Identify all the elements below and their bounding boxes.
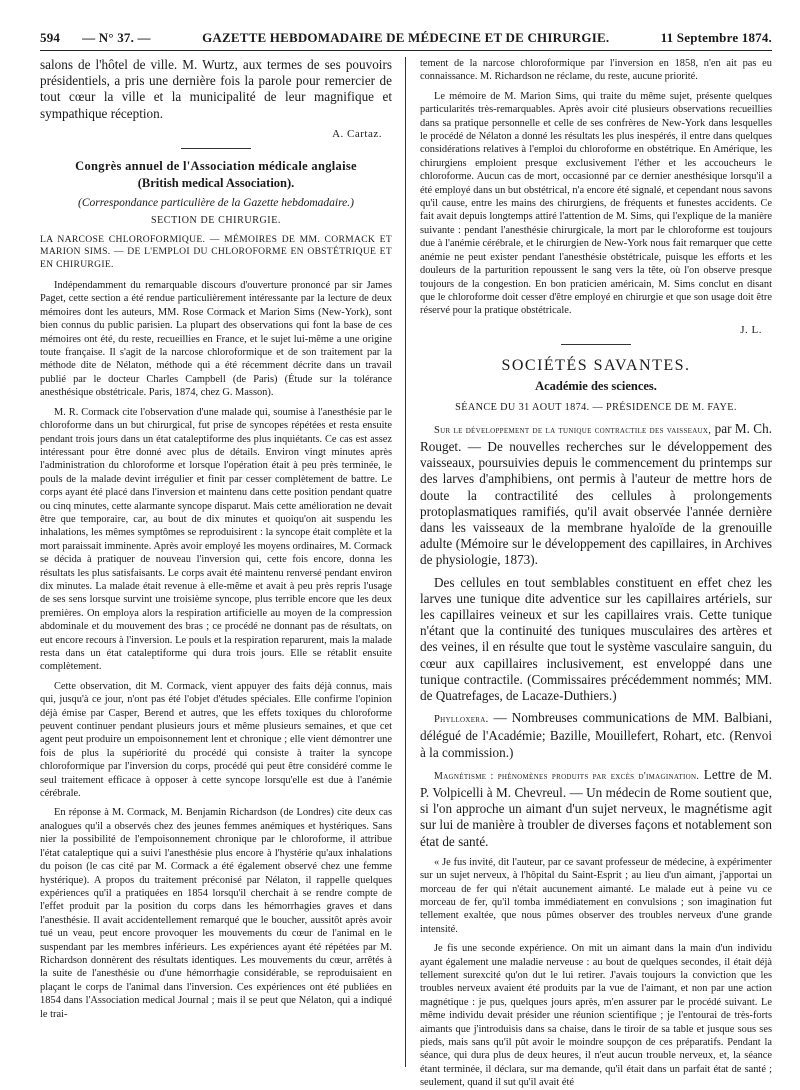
article-signature: A. Cartaz. bbox=[332, 127, 382, 140]
issue-date: 11 Septembre 1874. bbox=[660, 30, 772, 45]
paragraph: Indépendamment du remarquable discours d'ouverture prononcé par sir James Paget, cette section a été rendue particulièrement intéressante par la lecture de deux mémoires dont les auteurs, MM. Rose Cormack et Marion Sims (New-York), sont bien connus du public parisien. La plupart des observations qui font la base de ces mémoires ont été, du reste, recueillies en France, et le sujet lui-même a une origine toute française. Il s'agit de la narcose chloroformique et de son traitement par la méthode dite de Nélaton, méthode qui a été récemment décrite dans un travail publié par le docteur Charles Campbell (de Paris) (Étude sur la tolérance anesthésique obstétricale. Paris, 1874, chez G. Masson). bbox=[40, 280, 392, 399]
congress-subtitle: (British medical Association). bbox=[137, 175, 295, 190]
quote-paragraph: Je fis une seconde expérience. On mit un aimant dans la main d'un individu ayant également une maladie nerveuse : au bout de quelques secondes, il était déjà tellement surexcité qu'on dut le lui retirer. J'avais toujours la conviction que les troubles nerveux avaient été produits par la vue de l'aimant, et non par une action magnétique : je pus, quelques jours après, m'en assurer par le procédé suivant. Le même individu devait présider une réunion scientifique ; je l'entourai de très-forts aimants que j'introduisis dans sa chaise, dans le tiroir de sa table et jusque sous ses pieds, mais sans qu'il pût avoir le moindre soupçon de ces préparatifs. Pendant la séance, qui dura plus de deux heures, il n'eut aucun trouble nerveux, et, la séance étant terminée, il déclara, sur ma demande, qu'il était dans un parfait état de santé ; seulement, quand il sut qu'il avait été bbox=[420, 943, 772, 1089]
paragraph-lead: Sur le développement de la tunique contractile des vaisseaux, bbox=[434, 424, 712, 436]
paragraph-continuation: tement de la narcose chloroformique par l'inversion en 1858, n'en ait pas eu connaissance. M. Richardson ne réclame, du reste, aucune priorité. bbox=[420, 58, 772, 83]
seance-line: SÉANCE DU 31 AOUT 1874. — PRÉSIDENCE DE M. FAYE. bbox=[455, 401, 737, 413]
congress-title: Congrès annuel de l'Association médicale anglaise bbox=[75, 158, 357, 173]
header-rule bbox=[40, 50, 772, 51]
topic-heading: LA NARCOSE CHLOROFORMIQUE. — MÉMOIRES DE MM. CORMACK ET MARION SIMS. — DE L'EMPLOI DU CHLOROFORME EN OBSTÉTRIQUE ET EN CHIRURGIE. bbox=[40, 233, 392, 270]
paragraph-text: — Nombreuses communications de MM. Balbiani, délégué de l'Académie; Bazille, Mouillefert, Rohart, etc. (Renvoi à la commission.) bbox=[420, 710, 772, 760]
academy-body bbox=[420, 421, 772, 850]
right-column bbox=[420, 57, 773, 1089]
correspondence-note: (Correspondance particulière de la Gazette hebdomadaire.) bbox=[78, 196, 354, 209]
columns bbox=[40, 57, 773, 1089]
quote-paragraph: « Je fus invité, dit l'auteur, par ce savant professeur de médecine, à expérimenter sur un sujet nerveux, à l'hôpital du Saint-Esprit ; au lieu d'un aimant, j'apportai un morceau de fer qui n'était aucunement aimanté. Le malade eut à peine vu ce morceau de fer, qu'il tomba immédiatement en convulsions ; son imagination fut tellement exaltée, que nous pûmes observer des troubles nerveux d'une grande intensité. bbox=[420, 856, 772, 935]
journal-title: GAZETTE HEBDOMADAIRE DE MÉDECINE ET DE CHIRURGIE. bbox=[202, 30, 610, 45]
page-number: 594 bbox=[40, 30, 61, 45]
left-body bbox=[40, 279, 392, 1021]
paragraph bbox=[420, 767, 772, 850]
academy-heading: Académie des sciences. bbox=[535, 378, 657, 393]
paragraph bbox=[420, 710, 772, 761]
paragraph-lead: Magnétisme : phénomènes produits par excès d'imagination. bbox=[434, 770, 700, 782]
separator-rule bbox=[561, 344, 631, 345]
paragraph bbox=[420, 421, 772, 569]
article-signature: J. L. bbox=[740, 323, 762, 336]
section-heading: SECTION DE CHIRURGIE. bbox=[150, 214, 282, 226]
separator-rule bbox=[181, 148, 251, 149]
paragraph-text: par M. Ch. Rouget. — De nouvelles recherches sur le développement des vaisseaux, poursuivies depuis le commencement du printemps sur des larves d'amphibiens, ont permis à l'auteur de mettre hors de doute la contractilité des cellules à prolongements protoplasmatiques ramifiés, qu'il avait observée l'année dernière dans les vaisseaux de la membrane hyaloïde de la grenouille adulte (Mémoire sur le développement des capillaires, in Archives de physiologie, 1873). bbox=[420, 420, 772, 568]
paragraph-text: Lettre de M. P. Volpicelli à M. Chevreul. — Un médecin de Rome soutient que, si l'on approche un aimant d'un sujet nerveux, le magnétisme agit sur lui de manière à troubler de diverses façons et notablement son état de santé. bbox=[420, 766, 773, 849]
page-header bbox=[40, 30, 772, 46]
societies-heading: SOCIÉTÉS SAVANTES. bbox=[501, 356, 691, 374]
article-continuation: salons de l'hôtel de ville. M. Wurtz, aux termes de ses pouvoirs présidentiels, a pris une dernière fois la parole pour remercier de tout cœur la ville et la municipalité de leur magnifique et sympathique réception. bbox=[40, 57, 392, 121]
paragraph: En réponse à M. Cormack, M. Benjamin Richardson (de Londres) cite deux cas analogues qu'il a observés chez des jeunes femmes anémiques et hystériques. Sans nier la possibilité de l'empoisonnement chronique par le chloroforme, il attribue l'état cataleptique qui a suivi l'anesthésie plus encore à l'hystérie qu'aux inhalations du poison (le cas cité par M. Cormack a été également observé chez une femme hystérique). A propos du traitement préconisé par Nélaton, il rappelle quelques expériences qu'il a pratiquées en 1854 lorsqu'il cherchait à se rendre compte de l'effet produit par la position du corps dans les hémorrhagies graves et dans l'anesthésie. Il avait accidentellement remarqué que le boucher, aussitôt après avoir tué un veau, peut encore provoquer les mouvements du cœur de l'animal en le suspendant par les membres inférieurs. Les expériences ayant été répétées par M. Richardson donnèrent des résultats identiques. Les mouvements du cœur, arrêtés à la suite de l'anesthésie ou d'une hémorrhagie considérable, se reproduisaient en plaçant le corps de l'animal dans l'inversion. Ces expériences ont été publiées en 1854 dans l'Association medical Journal ; mais il se peut que Nélaton, qui a indiqué le trai- bbox=[40, 807, 392, 1020]
paragraph: Des cellules en tout semblables constituent en effet chez les larves une tunique dite adventice sur les capillaires artériels, sur les capillaires veineux et sur les capillaires vrais. Cette tunique n'étant que la continuité des tuniques musculaires des artères et des veines, il en résulte que tout le système vasculaire sanguin, du cœur aux capillaires inclusivement, est enveloppé dans une tunique contractile. (Commissaires précédemment nommés; MM. de Quatrefages, de Lacaze-Duthiers.) bbox=[420, 574, 772, 703]
paragraph-lead: Phylloxera. bbox=[434, 714, 489, 726]
quote-body bbox=[420, 856, 772, 1090]
paragraph: M. R. Cormack cite l'observation d'une malade qui, soumise à l'anesthésie par le chloroforme dans un but chirurgical, fut prise de syncopes répétées et resta ensuite pendant trois jours dans un état cataleptiforme des plus inquiétants. Ce cas est assez intéressant pour être donné avec plus de détails. Environ vingt minutes après l'administration du chloroforme et lorsque l'opération était à peu près terminée, le pouls de la malade devint irrégulier et finit par cesser complètement de battre. Le corps ayant été placé dans l'inversion et maintenu dans cette position pendant quatre ou cinq minutes, cette alarmante syncope disparut. Mais cette amélioration ne devait être que temporaire, car, au bout de dix minutes et quoiqu'on ait suspendu les inhalations, les mêmes symptômes se reproduisirent : la syncope était complète et la mort paraissait imminente. Après avoir employé les moyens ordinaires, M. Cormack se décida à pratiquer de nouveau l'inversion qui, cette fois encore, donna les résultats les plus satisfaisants. Le corps avait été maintenu renversé pendant environ dix minutes. La malade était revenue à elle-même et avait à peu près repris l'usage de ses sens lorsque survint une troisième syncope, plus terrible encore que les deux premières. On employa alors la respiration artificielle au moyen de la compression abdominale et du mouvement des bras ; ce procédé ne donnant pas de résultats, on eut encore recours à l'inversion. Le pouls et la respiration reparurent, mais la malade resta dans un état cataleptiforme qui dura trois jours. Elle se rétablit ensuite complètement. bbox=[40, 406, 392, 673]
sims-paragraph: Le mémoire de M. Marion Sims, qui traite du même sujet, présente quelques particularités très-remarquables. Après avoir cité plusieurs observations recueillies dans sa pratique personnelle et celle de ses confrères de New-York dans lesquelles le procédé de Nélaton a donné les résultats les plus inespérés, il entre dans quelques considérations relatives à l'emploi du chloroforme en obstétrique. En Amérique, les chirurgiens emploient presque exclusivement l'éther et les accoucheurs le chloroforme. Aucun cas de mort, occasionné par ce dernier anesthésique lorsqu'il a été employé dans un but obstétrical, n'a encore été signalé, et cependant nous savons qu'il cause, entre les mains des chirurgiens, de fréquents et funestes accidents. Ce fait avait depuis longtemps attiré l'attention de M. Sims, qui l'explique de la manière suivante : pendant l'anesthésie chirurgicale, la mort par le chloroforme est toujours due à l'anémie cérébrale, et le chirurgien de New-York nous fait remarquer que cette anémie ne peut exister pendant l'anesthésie obstétricale, puisque les efforts et les douleurs de la parturition repoussent le sang vers la tête, où l'on observe presque toujours de la congestion. En bon praticien américain, M. Sims conclut en disant que le chloroforme doit cesser d'être employé en chirurgie et que son usage doit être réservé pour la pratique obstétricale. bbox=[420, 90, 772, 317]
paragraph: Cette observation, dit M. Cormack, vient appuyer des faits déjà connus, mais qui, jusqu'à ce jour, n'ont pas été l'objet d'études spéciales. Elle confirme l'opinion déjà émise par Casper, Berend et autres, que les effets toxiques du chloroforme peuvent continuer pendant plusieurs jours et même plusieurs semaines, et que cet agent peut produire un empoisonnement lent et chronique ; elle vient démontrer une fois de plus la supériorité du procédé qui consiste à traiter la syncope chloroformique par l'inversion du corps, procédé qui peut être considéré comme le seul traitement efficace à opposer à cette syncope lorsqu'elle est due à l'anémie cérébrale. bbox=[40, 680, 392, 800]
column-divider bbox=[405, 57, 406, 1067]
issue-number: — N° 37. — bbox=[82, 30, 151, 45]
left-column bbox=[40, 57, 392, 1067]
